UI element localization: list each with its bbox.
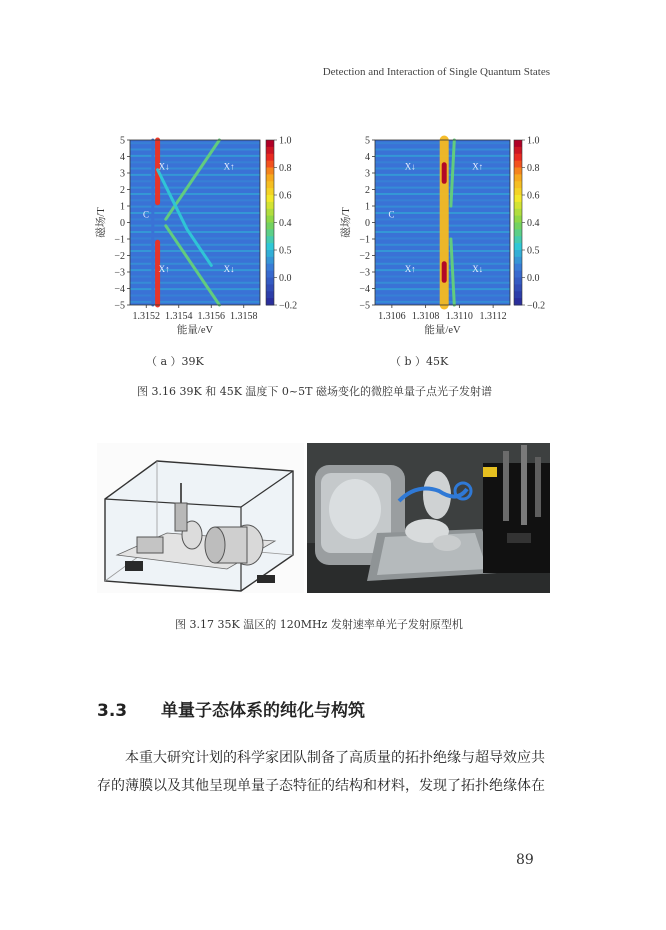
annotation-label: X↑	[404, 264, 416, 274]
lab-prototype-photo	[307, 443, 550, 593]
x-axis-label: 能量/eV	[176, 325, 214, 336]
panel-a-caption: （ a ）39K	[146, 355, 204, 368]
annotation-label: C	[143, 209, 150, 220]
y-tick-label: 3	[365, 168, 370, 180]
y-tick-label: 2	[365, 185, 370, 196]
y-tick-label: −3	[114, 267, 125, 279]
colorbar-segment	[266, 284, 274, 291]
colorbar-segment	[266, 278, 274, 285]
colorbar-segment	[266, 174, 274, 181]
colorbar-segment	[266, 195, 274, 202]
colorbar-tick-label: 0.0	[279, 273, 292, 284]
colorbar-segment	[266, 154, 274, 161]
colorbar-segment	[266, 147, 274, 154]
y-tick-label: −5	[114, 300, 125, 312]
heatmap-panel-b	[330, 132, 546, 342]
colorbar-segment	[266, 209, 274, 216]
x-tick-label: 1.3108	[411, 311, 440, 322]
colorbar-segment	[514, 147, 522, 154]
annotation-label: C	[388, 209, 395, 220]
y-tick-label: 5	[120, 135, 125, 147]
colorbar-segment	[514, 209, 522, 216]
y-tick-label: −2	[114, 251, 125, 262]
colorbar-segment	[266, 236, 274, 243]
colorbar-tick-label: 0.0	[527, 273, 540, 284]
colorbar-segment	[266, 181, 274, 188]
annotation-label: X↓	[472, 264, 484, 274]
x-tick-label: 1.3112	[479, 311, 507, 322]
colorbar-segment	[514, 168, 522, 175]
colorbar-segment	[514, 181, 522, 188]
colorbar-segment	[514, 216, 522, 223]
figure-3-17-caption: 图 3.17 35K 温区的 120MHz 发射速率单光子发射原型机	[175, 618, 463, 631]
colorbar-segment	[514, 298, 522, 305]
colorbar-segment	[266, 291, 274, 298]
annotation-label: X↓	[223, 264, 235, 274]
y-tick-label: −1	[114, 234, 125, 246]
colorbar-tick-label: 0.6	[527, 190, 540, 202]
y-tick-label: 4	[365, 152, 370, 163]
colorbar-tick-label: 0.5	[527, 245, 540, 257]
y-tick-label: −2	[359, 251, 370, 262]
colorbar-tick-label: 1.0	[527, 135, 540, 147]
colorbar-segment	[266, 188, 274, 195]
heatmap-panel-a	[90, 132, 298, 342]
y-tick-label: 1	[120, 201, 125, 213]
figure-3-16-caption: 图 3.16 39K 和 45K 温度下 0~5T 磁场变化的微腔单量子点光子发射谱	[137, 385, 492, 398]
colorbar-segment	[514, 271, 522, 278]
heatmap-a-svg	[90, 132, 298, 347]
colorbar-segment	[266, 271, 274, 278]
colorbar-segment	[514, 140, 522, 147]
colorbar-segment	[514, 264, 522, 271]
x-tick-label: 1.3152	[132, 311, 160, 322]
colorbar-segment	[514, 161, 522, 168]
annotation-label: X↓	[404, 161, 416, 172]
x-tick-label: 1.3156	[197, 311, 225, 322]
colorbar-segment	[266, 168, 274, 175]
colorbar-segment	[266, 161, 274, 168]
colorbar-segment	[266, 250, 274, 257]
y-tick-label: 0	[120, 218, 125, 229]
panel-b-caption: （ b ）45K	[390, 355, 449, 368]
colorbar-segment	[266, 243, 274, 250]
colorbar-segment	[266, 257, 274, 264]
colorbar-segment	[514, 154, 522, 161]
annotation-label: X↑	[223, 161, 235, 172]
annotation-label: X↑	[472, 161, 484, 172]
colorbar-segment	[514, 236, 522, 243]
colorbar-segment	[266, 229, 274, 236]
x-tick-label: 1.3110	[445, 311, 473, 322]
section-heading	[97, 696, 365, 721]
colorbar-segment	[514, 284, 522, 291]
y-tick-label: 2	[120, 185, 125, 196]
colorbar-tick-label: 0.6	[279, 190, 292, 202]
colorbar-tick-label: 1.0	[279, 135, 292, 147]
x-tick-label: 1.3158	[230, 311, 258, 322]
y-tick-label: 5	[365, 135, 370, 147]
colorbar-tick-label: 0.8	[527, 163, 540, 174]
colorbar-segment	[514, 291, 522, 298]
colorbar-tick-label: −0.2	[279, 300, 298, 312]
y-tick-label: 3	[120, 168, 125, 180]
y-tick-label: 0	[365, 218, 370, 229]
cad-enclosure-image	[97, 443, 304, 593]
body-paragraph-line-2: 存的薄膜以及其他呈现单量子态特征的结构和材料，发现了拓扑绝缘体在	[97, 778, 545, 794]
colorbar-segment	[266, 223, 274, 230]
colorbar-segment	[514, 202, 522, 209]
colorbar-segment	[514, 174, 522, 181]
page-number: 89	[516, 852, 534, 868]
body-paragraph-line-1: 本重大研究计划的科学家团队制备了高质量的拓扑绝缘与超导效应共	[125, 750, 545, 766]
colorbar-segment	[514, 243, 522, 250]
colorbar-segment	[266, 216, 274, 223]
y-tick-label: −1	[359, 234, 370, 246]
running-head: Detection and Interaction of Single Quantum States	[322, 66, 550, 78]
y-axis-label: 磁场/T	[341, 207, 352, 238]
colorbar-tick-label: −0.2	[527, 300, 546, 312]
colorbar-segment	[266, 298, 274, 305]
y-tick-label: 1	[365, 201, 370, 213]
y-tick-label: −3	[359, 267, 370, 279]
colorbar-segment	[514, 278, 522, 285]
annotation-label: X↑	[158, 264, 170, 274]
colorbar-segment	[266, 264, 274, 271]
colorbar-segment	[514, 188, 522, 195]
section-title: 单量子态体系的纯化与构筑	[160, 701, 365, 721]
colorbar-segment	[266, 202, 274, 209]
colorbar-tick-label: 0.5	[279, 245, 292, 257]
colorbar-segment	[514, 257, 522, 264]
colorbar-segment	[514, 223, 522, 230]
section-number: 3.3	[97, 701, 128, 721]
colorbar-tick-label: 0.8	[279, 163, 292, 174]
colorbar-segment	[266, 140, 274, 147]
y-tick-label: −5	[359, 300, 370, 312]
colorbar-tick-label: 0.4	[279, 218, 292, 229]
plot-background	[130, 140, 260, 305]
colorbar-tick-label: 0.4	[527, 218, 540, 229]
colorbar-segment	[514, 229, 522, 236]
colorbar-segment	[514, 195, 522, 202]
colorbar-segment	[514, 250, 522, 257]
y-axis-label: 磁场/T	[96, 207, 107, 238]
y-tick-label: −4	[114, 284, 125, 295]
heatmap-b-svg	[330, 132, 545, 347]
x-tick-label: 1.3154	[165, 311, 193, 322]
annotation-label: X↓	[158, 161, 170, 172]
x-axis-label: 能量/eV	[424, 325, 461, 336]
x-tick-label: 1.3106	[378, 311, 406, 322]
y-tick-label: −4	[359, 284, 370, 295]
y-tick-label: 4	[120, 152, 125, 163]
